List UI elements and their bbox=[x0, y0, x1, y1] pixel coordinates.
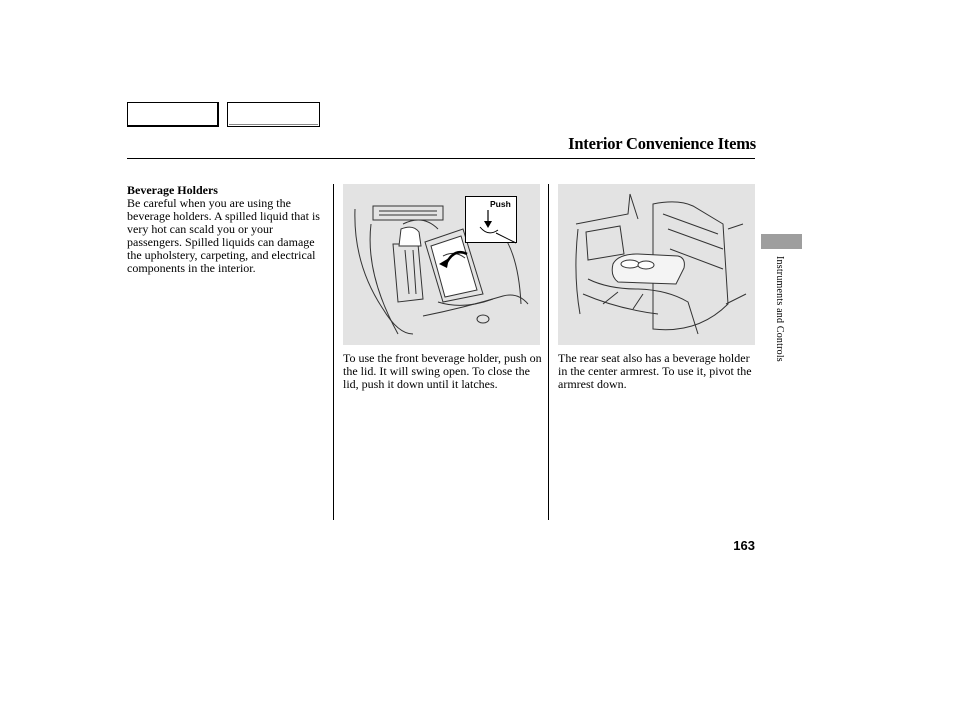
column-divider-right bbox=[548, 184, 549, 520]
warning-paragraph: Be careful when you are using the beverage holders. A spilled liquid that is very hot can scald you or your passengers. Spilled liquids can damage the upholstery, carpeting, and electrical components in the interior. bbox=[127, 196, 320, 275]
section-tab-marker[interactable] bbox=[761, 234, 802, 249]
section-tab-label: Instruments and Controls bbox=[774, 256, 785, 362]
main-menu-button[interactable] bbox=[127, 102, 219, 127]
push-callout-box bbox=[465, 196, 517, 243]
front-beverage-holder-illustration bbox=[343, 184, 540, 345]
page-number: 163 bbox=[733, 538, 755, 553]
table-of-contents-button[interactable] bbox=[227, 102, 320, 127]
page-title: Interior Convenience Items bbox=[568, 134, 756, 153]
front-holder-paragraph: To use the front beverage holder, push on the lid. It will swing open. To close the lid, push it down until it latches. bbox=[343, 351, 542, 391]
rear-armrest-illustration bbox=[558, 184, 755, 345]
push-arrow-icon bbox=[466, 197, 518, 244]
rear-seat-drawing bbox=[558, 184, 755, 345]
title-rule bbox=[127, 158, 755, 159]
column-divider-left bbox=[333, 184, 334, 520]
rear-holder-paragraph: The rear seat also has a beverage holder in the center armrest. To use it, pivot the armrest down. bbox=[558, 351, 752, 391]
section-heading: Beverage Holders bbox=[127, 183, 218, 197]
push-label: Push bbox=[490, 199, 511, 209]
